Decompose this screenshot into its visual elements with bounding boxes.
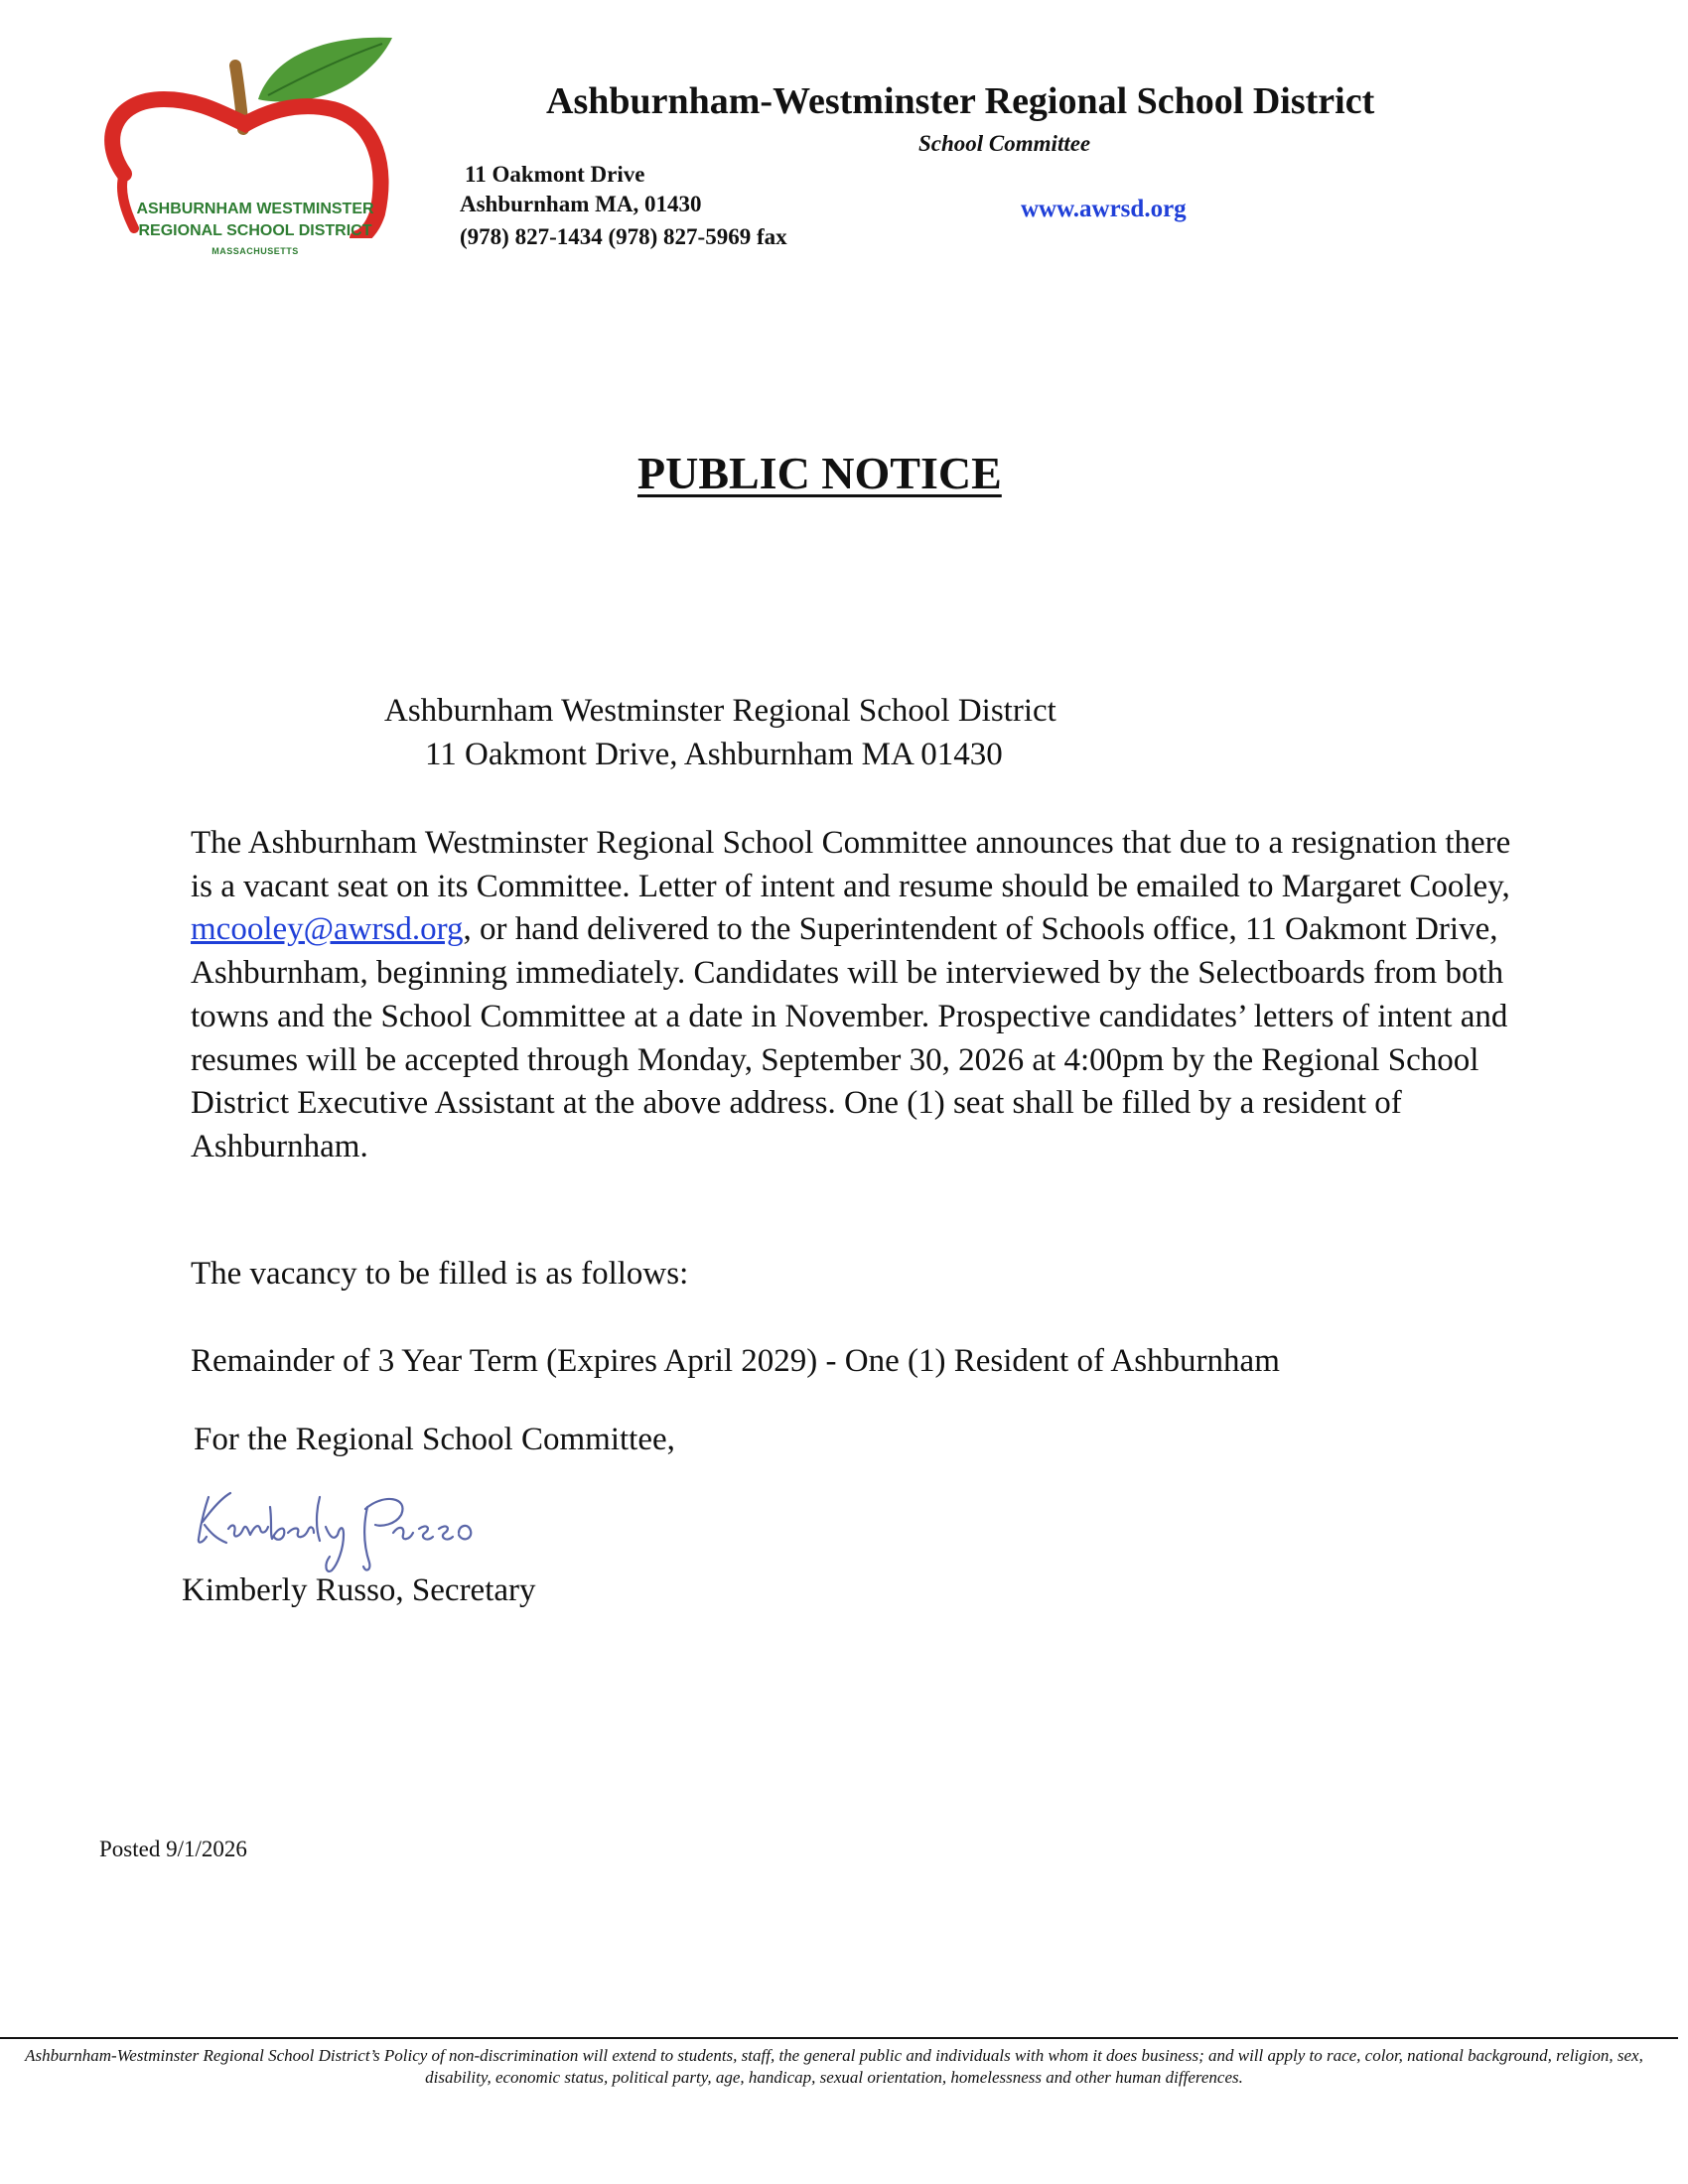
website-link[interactable]: www.awrsd.org (1021, 196, 1187, 222)
paragraph-text-before-email: The Ashburnham Westminster Regional School Committee announces that due to a resignation there is a vacant seat on its Committee. Letter of intent and resume should be emailed to Margaret Cooley, (191, 825, 1511, 904)
phone-fax-line: (978) 827-1434 (978) 827-5969 fax (460, 224, 787, 249)
closing-line: For the Regional School Committee, (194, 1422, 675, 1457)
logo-text-line1: ASHBURNHAM WESTMINSTER (136, 201, 374, 217)
public-notice-title: PUBLIC NOTICE (637, 448, 1002, 498)
vacancy-intro: The vacancy to be filled is as follows: (191, 1256, 689, 1292)
notice-district-line: Ashburnham Westminster Regional School District (384, 693, 1056, 729)
district-logo (94, 30, 412, 256)
address-line-1: 11 Oakmont Drive (465, 162, 645, 187)
vacancy-term: Remainder of 3 Year Term (Expires April 2029) - One (1) Resident of Ashburnham (191, 1343, 1280, 1379)
notice-address-line: 11 Oakmont Drive, Ashburnham MA 01430 (425, 737, 1003, 772)
signature-graphic (189, 1467, 506, 1576)
logo-text-line2: REGIONAL SCHOOL DISTRICT (138, 222, 372, 239)
district-name-heading: Ashburnham-Westminster Regional School District (546, 80, 1375, 122)
paragraph-text-after-email: , or hand delivered to the Superintendent of Schools office, 11 Oakmont Drive, Ashburnham, beginning immediately. Candidates will be interviewed by the Selectboards from both towns and the School Committee at a date in November. Prospective candidates’ letters of intent and resumes will be accepted through Monday, September 30, 2026 at 4:00pm by the Regional School District Executive Assistant at the above address. One (1) seat shall be filled by a resident of Ashburnham. (191, 911, 1508, 1164)
email-link[interactable]: mcooley@awrsd.org (191, 911, 464, 948)
posted-date: Posted 9/1/2026 (99, 1837, 247, 1861)
footer-divider (0, 2037, 1678, 2039)
notice-paragraph (191, 822, 1511, 1169)
address-line-2: Ashburnham MA, 01430 (460, 192, 702, 216)
logo-text-line3: MASSACHUSETTS (211, 246, 299, 256)
committee-subtitle: School Committee (918, 131, 1091, 156)
non-discrimination-policy: Ashburnham-Westminster Regional School District’s Policy of non-discrimination will extend to students, staff, the general public and individuals with whom it does business; and will apply to race, color, national background, religion, sex, disability, economic status, political party, age, handicap, sexual orientation, homelessness and other human differences. (25, 2046, 1643, 2087)
signer-name: Kimberly Russo, Secretary (182, 1572, 536, 1608)
handwritten-signature (189, 1467, 506, 1576)
